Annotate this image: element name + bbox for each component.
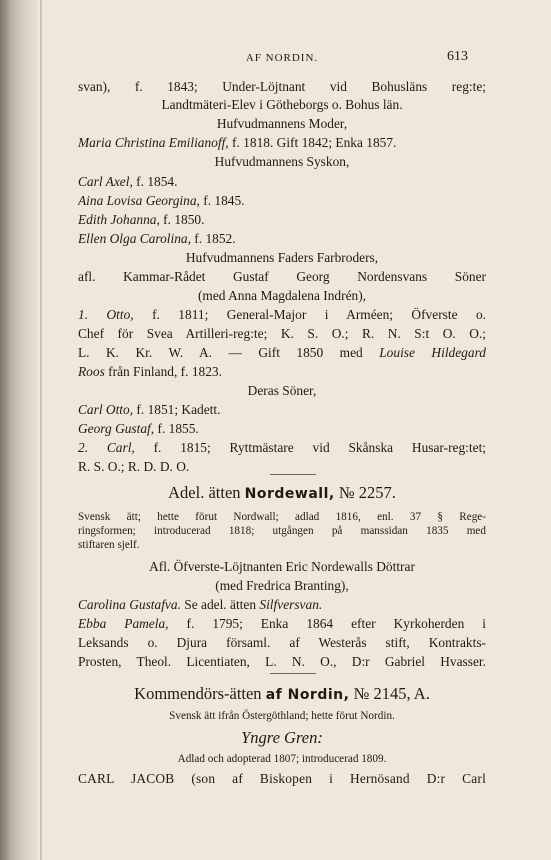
- text-line: Carl Otto, f. 1851; Kadett.: [78, 402, 221, 417]
- book-gutter: [0, 0, 38, 860]
- section-heading: Deras Söner,: [247, 383, 317, 398]
- section-heading: Hufvudmannens Syskon,: [214, 154, 350, 169]
- text-line: Ellen Olga Carolina, f. 1852.: [78, 231, 236, 246]
- person-name: Aina Lovisa Georgina,: [78, 193, 200, 208]
- running-head: AF NORDIN.: [245, 52, 319, 64]
- person-name: 2. Carl,: [78, 440, 135, 455]
- text-line: R. S. O.; R. D. D. O.: [78, 459, 190, 474]
- family-name: Nordewall,: [244, 486, 335, 502]
- text-line: Roos från Finland, f. 1823.: [78, 364, 222, 379]
- text-line: Svensk ätt ifrån Östergöthland; hette förut Nordin.: [169, 710, 395, 722]
- text-line: Carl Axel, f. 1854.: [78, 174, 178, 189]
- text-line: Ebba Pamela, f. 1795; Enka 1864 efter Kyrkoherden i: [78, 616, 486, 631]
- person-name: Ebba Pamela,: [78, 616, 169, 631]
- text-line: Aina Lovisa Georgina, f. 1845.: [78, 193, 245, 208]
- family-name: af Nordin,: [265, 687, 350, 703]
- text-line: svan), f. 1843; Under-Löjtnant vid Bohusläns reg:te;: [78, 79, 486, 94]
- text-line: Chef för Svea Artilleri-reg:te; K. S. O.; R. N. S:t O. O.;: [78, 326, 486, 341]
- section-divider: [270, 474, 316, 475]
- text-line: Leksands o. Djura församl. af Westerås stift, Kontrakts-: [78, 635, 486, 650]
- text-line: 2. Carl, f. 1815; Ryttmästare vid Skånska Husar-reg:tet;: [78, 440, 486, 455]
- text-line: Svensk ätt; hette förut Nordwall; adlad 1816, enl. 37 § Rege-: [78, 511, 486, 523]
- text-line: Prosten, Theol. Licentiaten, L. N. O., D:r Gabriel Hvasser.: [78, 654, 486, 669]
- text-line: (med Anna Magdalena Indrén),: [197, 288, 367, 303]
- person-name: Ellen Olga Carolina,: [78, 231, 191, 246]
- family-heading: Adel. ätten Nordewall, № 2257.: [168, 483, 396, 502]
- person-name: Louise Hildegard: [379, 345, 486, 360]
- person-name: Carl Axel,: [78, 174, 133, 189]
- text-line: CARL JACOB (son af Biskopen i Hernösand D:r Carl: [78, 771, 486, 786]
- text-line: ringsformen; introducerad 1818; utgången på manssidan 1835 med: [78, 525, 486, 537]
- family-reference: Silfversvan.: [259, 597, 323, 612]
- text-line: Georg Gustaf, f. 1855.: [78, 421, 199, 436]
- person-name: Edith Johanna,: [78, 212, 160, 227]
- text-line: (med Fredrica Branting),: [215, 578, 349, 593]
- text-line: stiftaren sjelf.: [78, 539, 140, 551]
- person-name: 1. Otto,: [78, 307, 134, 322]
- section-heading: Hufvudmannens Faders Farbroders,: [185, 250, 379, 265]
- section-heading: Afl. Öfverste-Löjtnanten Eric Nordewalls Döttrar: [149, 559, 415, 574]
- person-name: Georg Gustaf,: [78, 421, 155, 436]
- section-divider: [270, 673, 316, 674]
- text-line: Edith Johanna, f. 1850.: [78, 212, 205, 227]
- text-line: Maria Christina Emilianoff, f. 1818. Gift 1842; Enka 1857.: [78, 135, 397, 150]
- section-heading: Hufvudmannens Moder,: [216, 116, 348, 131]
- family-heading: Kommendörs-ätten af Nordin, № 2145, A.: [134, 684, 430, 703]
- branch-heading: Yngre Gren:: [241, 728, 323, 747]
- person-name: Carl Otto,: [78, 402, 134, 417]
- person-name: Roos: [78, 364, 105, 379]
- text-line: Carolina Gustafva. Se adel. ätten Silfversvan.: [78, 597, 323, 612]
- text-line: afl. Kammar-Rådet Gustaf Georg Nordensvans Söner: [78, 269, 486, 284]
- person-name: Maria Christina Emilianoff,: [78, 135, 229, 150]
- gutter-edge: [40, 0, 42, 860]
- text-line: Landtmäteri-Elev i Götheborgs o. Bohus län.: [161, 97, 403, 112]
- text-line: Adlad och adopterad 1807; introducerad 1809.: [177, 753, 387, 765]
- text-line: L. K. Kr. W. A. — Gift 1850 med Louise Hildegard: [78, 345, 486, 360]
- page-number: 613: [447, 49, 468, 64]
- person-name: Carolina Gustafva.: [78, 597, 181, 612]
- text-line: 1. Otto, f. 1811; General-Major i Arméen; Öfverste o.: [78, 307, 486, 322]
